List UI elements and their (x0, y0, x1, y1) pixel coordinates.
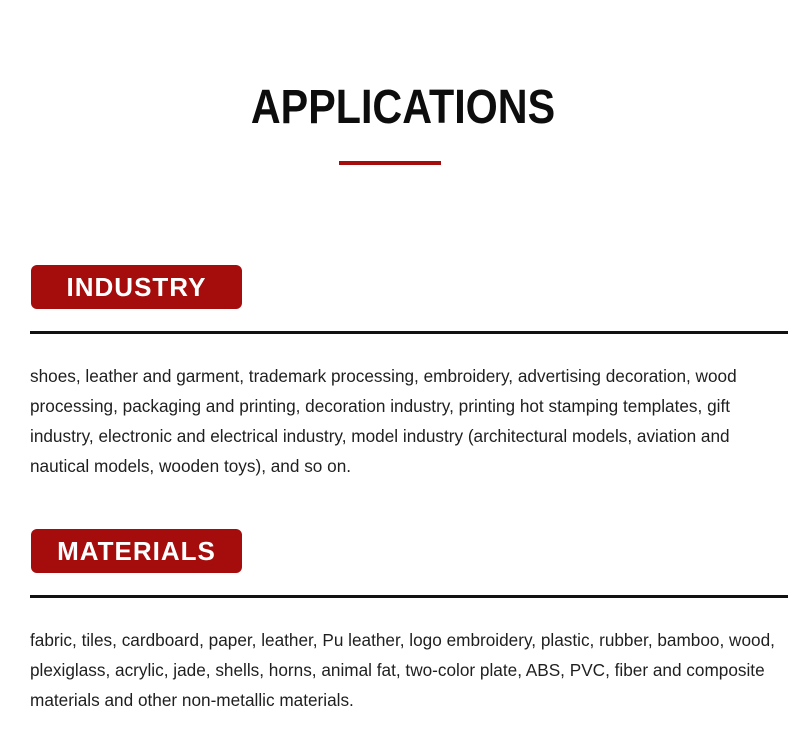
section-heading-materials: MATERIALS (31, 529, 242, 573)
section-divider-industry (30, 331, 788, 334)
section-divider-materials (30, 595, 788, 598)
materials-description: fabric, tiles, cardboard, paper, leather, Pu leather, logo embroidery, plastic, rubber, bamboo, wood, plexiglass, acrylic, jade, shells, horns, animal fat, two-color plate, ABS, PVC, fiber and composite materials and other non-metallic materials. (30, 630, 775, 710)
industry-description: shoes, leather and garment, trademark processing, embroidery, advertising decoration, wood processing, packaging and printing, decoration industry, printing hot stamping templates, gift industry, electronic and electrical industry, model industry (architectural models, aviation and nautical models, wooden toys), and so on. (30, 366, 737, 476)
title-underline (339, 161, 441, 165)
section-heading-industry: INDUSTRY (31, 265, 242, 309)
page-title: APPLICATIONS (250, 81, 556, 134)
